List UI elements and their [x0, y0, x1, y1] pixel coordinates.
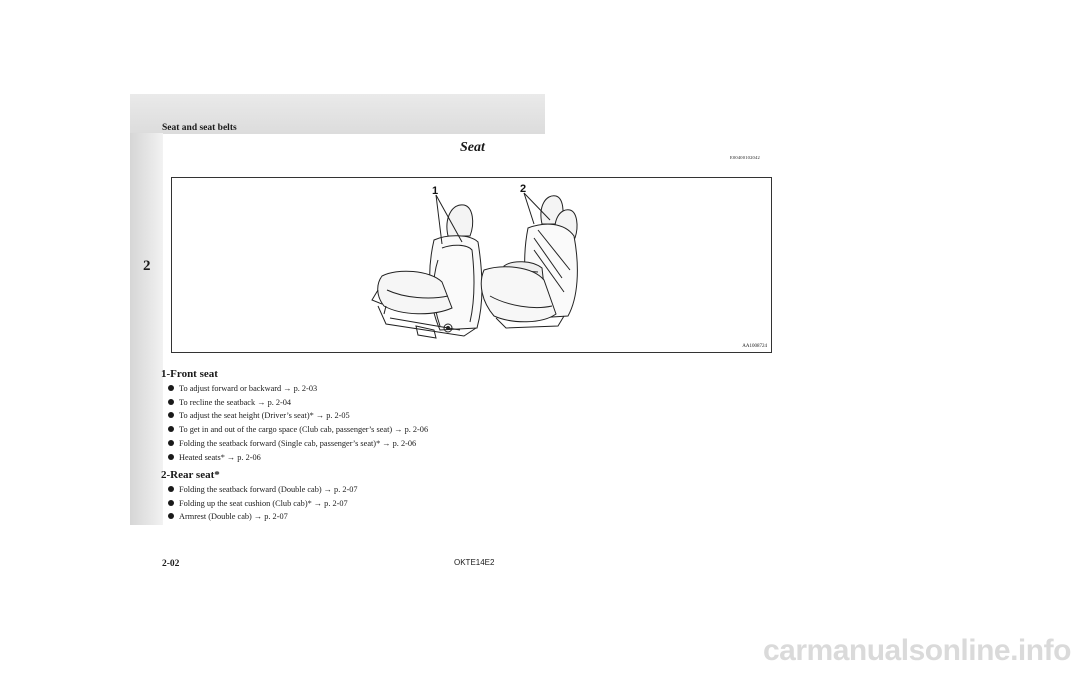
- bullet-icon: [168, 454, 174, 460]
- list-item-text: Folding the seatback forward (Double cab) → p. 2-07: [179, 485, 358, 494]
- section-front-seat: [161, 368, 428, 464]
- page-number: 2-02: [162, 559, 180, 569]
- bullet-icon: [168, 500, 174, 506]
- list-item-text: Folding the seatback forward (Single cab, passenger’s seat)* → p. 2-06: [179, 438, 417, 448]
- list-item-text: To adjust the seat height (Driver’s seat)* → p. 2-05: [179, 411, 350, 421]
- watermark: carmanualsonline.info: [763, 634, 1071, 667]
- list-item: [168, 437, 428, 451]
- list-item-text: To get in and out of the cargo space (Club cab, passenger’s seat) → p. 2-06: [179, 425, 429, 435]
- bullet-icon: [168, 486, 174, 492]
- bullet-icon: [168, 399, 174, 405]
- chapter-number: 2: [143, 258, 151, 274]
- bullet-list: [161, 382, 428, 464]
- section-title: 1-Front seat: [161, 368, 218, 380]
- list-item-text: Folding up the seat cushion (Club cab)* → p. 2-07: [179, 498, 348, 508]
- section-title: 2-Rear seat*: [161, 469, 220, 481]
- list-item: [168, 409, 428, 423]
- figure-code: AA1008724: [742, 344, 767, 349]
- callout-1: 1: [432, 185, 439, 197]
- list-item-text: To recline the seatback → p. 2-04: [179, 397, 292, 407]
- section-rear-seat: [161, 469, 358, 524]
- list-item: [168, 510, 358, 524]
- page-title: Seat: [460, 140, 485, 155]
- list-item-text: To adjust forward or backward → p. 2-03: [179, 384, 318, 393]
- seat-illustration: [171, 177, 772, 353]
- list-item-text: Armrest (Double cab) → p. 2-07: [179, 512, 288, 522]
- list-item: [168, 396, 428, 410]
- list-item-text: Heated seats* → p. 2-06: [179, 452, 261, 462]
- list-item: [168, 451, 428, 465]
- list-item: [168, 497, 358, 511]
- list-item: [168, 483, 358, 497]
- bullet-icon: [168, 513, 174, 519]
- list-item: [168, 382, 428, 396]
- callout-labels: [172, 178, 771, 352]
- document-code: OKTE14E2: [454, 558, 495, 567]
- bullet-icon: [168, 385, 174, 391]
- header-title: Seat and seat belts: [162, 123, 237, 133]
- chapter-tab: [130, 133, 163, 525]
- bullet-icon: [168, 412, 174, 418]
- bullet-list: [161, 483, 358, 524]
- bullet-icon: [168, 440, 174, 446]
- list-item: [168, 423, 428, 437]
- page-code: E00400102042: [730, 155, 760, 160]
- callout-2: 2: [520, 183, 527, 195]
- bullet-icon: [168, 426, 174, 432]
